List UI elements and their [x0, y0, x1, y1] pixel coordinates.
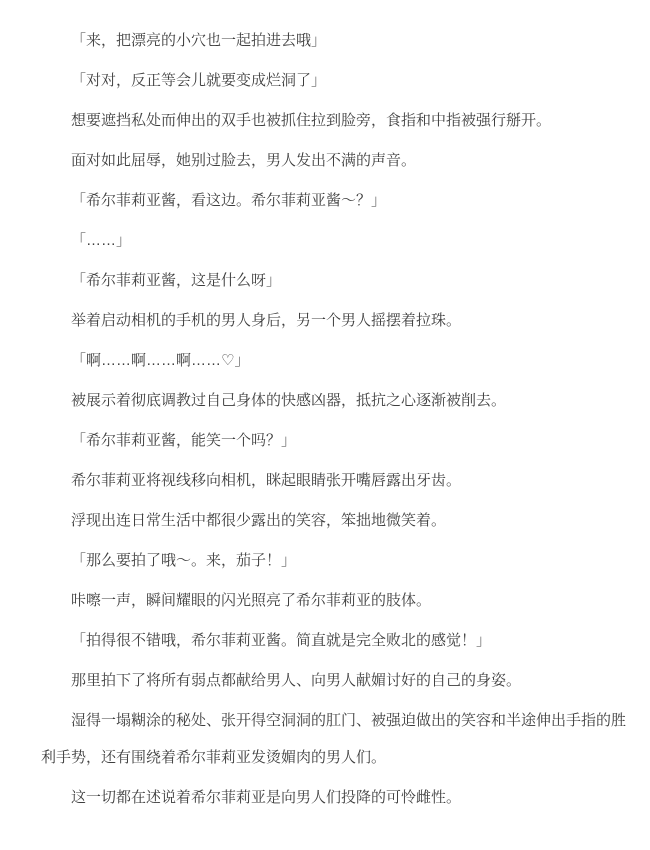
paragraph-narration: 浮现出连日常生活中都很少露出的笑容，笨拙地微笑着。: [71, 512, 447, 529]
paragraph-dialogue: 「对对，反正等会儿就要变成烂洞了」: [71, 72, 327, 89]
paragraph-narration: 咔嚓一声，瞬间耀眼的闪光照亮了希尔菲莉亚的肢体。: [71, 592, 432, 609]
paragraph-dialogue: 「来，把漂亮的小穴也一起拍进去哦」: [71, 32, 327, 49]
paragraph-narration: 被展示着彻底调教过自己身体的快感凶器，抵抗之心逐渐被削去。: [71, 392, 507, 409]
paragraph-narration: 这一切都在述说着希尔菲莉亚是向男人们投降的可怜雌性。: [71, 789, 462, 806]
paragraph-dialogue: 「希尔菲莉亚酱，这是什么呀」: [71, 272, 282, 289]
paragraph-dialogue: 「……」: [71, 232, 132, 249]
paragraph-narration: 湿得一塌糊涂的秘处、张开得空洞洞的肛门、被强迫做出的笑容和半途伸出手指的胜利手势，还有围绕着希尔菲莉亚发烫媚肉的男人们。: [41, 712, 627, 766]
paragraph-dialogue: 「那么要拍了哦～。来，茄子！」: [71, 552, 297, 569]
paragraph-dialogue: 「啊……啊……啊……♡」: [71, 352, 250, 369]
paragraph-narration: 举着启动相机的手机的男人身后，另一个男人摇摆着拉珠。: [71, 312, 462, 329]
paragraph-dialogue: 「希尔菲莉亚酱，能笑一个吗？」: [71, 432, 297, 449]
paragraph-dialogue: 「拍得很不错哦，希尔菲莉亚酱。简直就是完全败北的感觉！」: [71, 632, 492, 649]
paragraph-narration: 想要遮挡私处而伸出的双手也被抓住拉到脸旁，食指和中指被强行掰开。: [71, 112, 552, 129]
novel-text-body: [41, 22, 631, 816]
paragraph-dialogue: 「希尔菲莉亚酱，看这边。希尔菲莉亚酱～？」: [71, 192, 387, 209]
paragraph-narration: 面对如此屈辱，她别过脸去，男人发出不满的声音。: [71, 152, 417, 169]
paragraph-narration: 那里拍下了将所有弱点都献给男人、向男人献媚讨好的自己的身姿。: [71, 672, 522, 689]
paragraph-narration: 希尔菲莉亚将视线移向相机，眯起眼睛张开嘴唇露出牙齿。: [71, 472, 462, 489]
